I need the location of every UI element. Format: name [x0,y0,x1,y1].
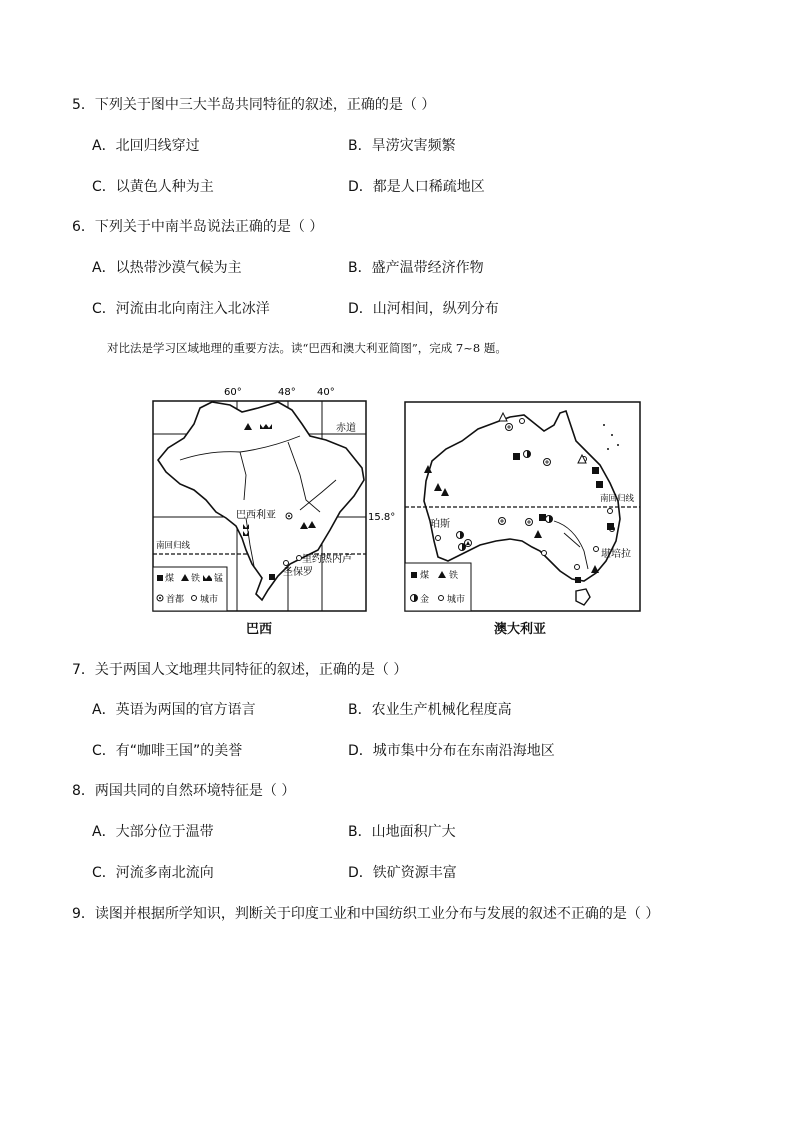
australia-map-svg [404,401,642,613]
q7-option-b[interactable]: B．农业生产机械化程度高 [348,702,512,718]
q7-option-c[interactable]: C．有“咖啡王国”的美誉 [92,743,243,759]
australia-tropic-label: 南回归线 [600,494,635,504]
q5-option-a[interactable]: A．北回归线穿过 [92,138,200,154]
q8-stem: 8．两国共同的自然环境特征是（ ） [72,783,296,799]
q6-option-b[interactable]: B．盛产温带经济作物 [348,260,484,276]
q5-option-c[interactable]: C．以黄色人种为主 [92,179,214,195]
brazil-lat-label: 15.8° [368,512,396,523]
brazil-caption: 巴西 [246,622,273,637]
australia-legend-iron: 铁 [449,571,459,581]
australia-caption: 澳大利亚 [494,622,547,637]
brazil-lon-60: 60° [224,387,242,398]
q5-option-d[interactable]: D．都是人口稀疏地区 [348,179,485,195]
brazil-saopaulo-label: 圣保罗 [283,567,313,578]
brazil-legend-iron: 铁 [191,574,201,584]
brazil-legend-coal: 煤 [165,574,175,584]
australia-legend-coal: 煤 [420,571,430,581]
brazil-legend-mn: 锰 [214,574,224,584]
q9-stem: 9．读图并根据所学知识，判断关于印度工业和中国纺织工业分布与发展的叙述不正确的是（ ） [72,906,660,922]
q6-option-a[interactable]: A．以热带沙漠气候为主 [92,260,242,276]
q7-stem: 7．关于两国人文地理共同特征的叙述，正确的是（ ） [72,662,408,678]
q7-option-a[interactable]: A．英语为两国的官方语言 [92,702,256,718]
brazil-lon-40: 40° [317,387,335,398]
brazil-lon-48: 48° [278,387,296,398]
q8-option-d[interactable]: D．铁矿资源丰富 [348,865,457,881]
brazil-capital-label: 巴西利亚 [236,510,276,521]
brazil-legend-capital: 首都 [166,595,185,605]
q8-option-a[interactable]: A．大部分位于温带 [92,824,214,840]
brazil-tropic-label: 南回归线 [156,541,191,551]
q6-option-c[interactable]: C．河流由北向南注入北冰洋 [92,301,270,317]
q8-option-b[interactable]: B．山地面积广大 [348,824,456,840]
brazil-map-svg [150,380,400,615]
brazil-equator-label: 赤道 [336,423,356,434]
brazil-legend-city: 城市 [200,595,219,605]
q5-stem: 5．下列关于图中三大半岛共同特征的叙述，正确的是（ ） [72,97,436,113]
q5-option-b[interactable]: B．旱涝灾害频繁 [348,138,456,154]
australia-legend-gold: 金 [420,595,430,605]
map-intro-text: 对比法是学习区域地理的重要方法。读“巴西和澳大利亚简图”，完成 7~8 题。 [107,341,507,355]
q7-option-d[interactable]: D．城市集中分布在东南沿海地区 [348,743,555,759]
australia-perth-label: 珀斯 [430,519,450,530]
q8-option-c[interactable]: C．河流多南北流向 [92,865,214,881]
brazil-rio-label: 里约热内卢 [302,554,352,565]
australia-legend-city: 城市 [447,595,466,605]
q6-option-d[interactable]: D．山河相间，纵列分布 [348,301,499,317]
australia-canberra-label: 堪培拉 [601,549,631,560]
q6-stem: 6．下列关于中南半岛说法正确的是（ ） [72,219,324,235]
